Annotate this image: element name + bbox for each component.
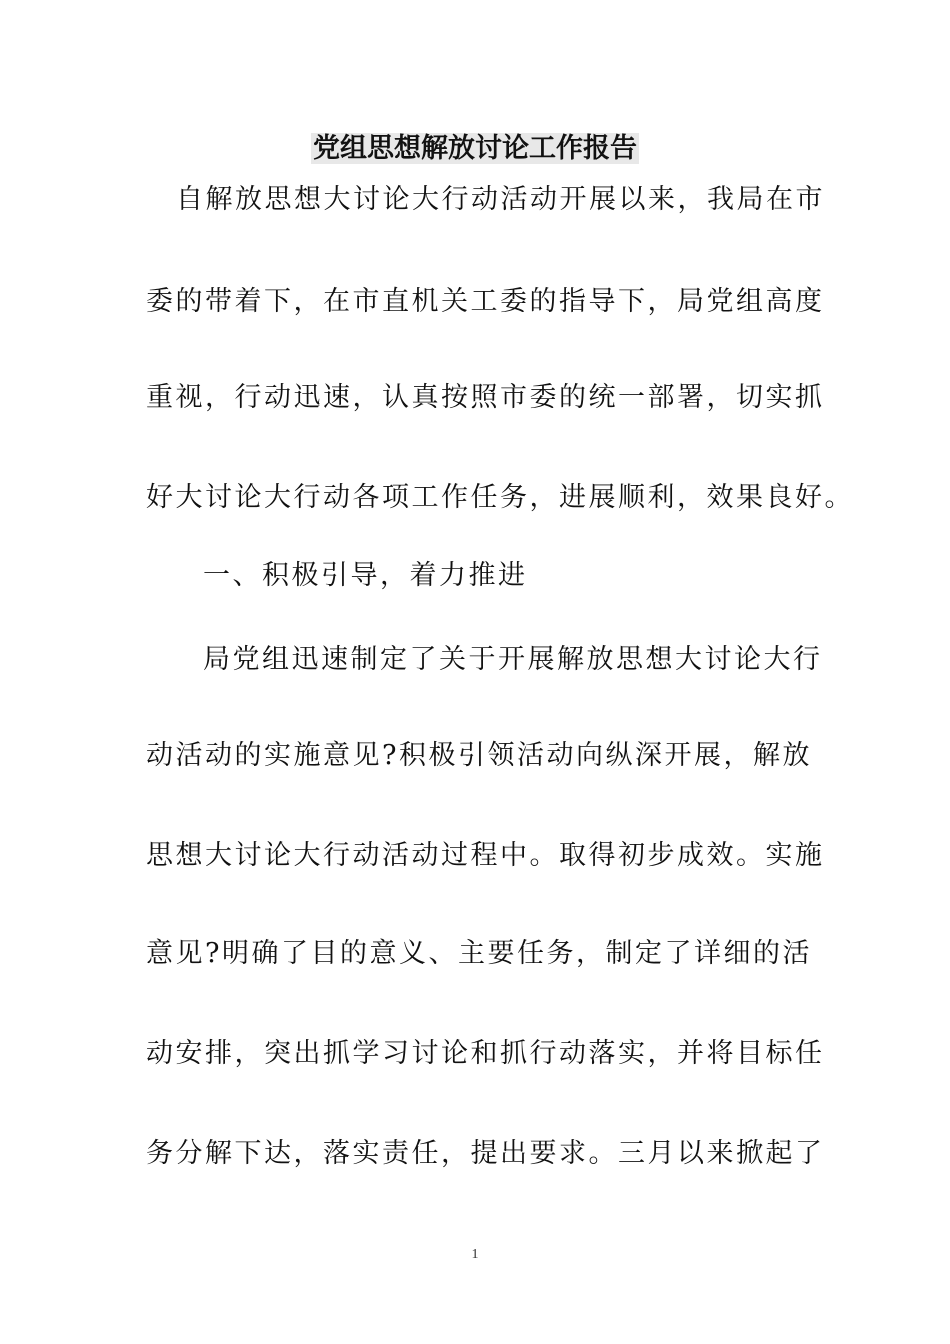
paragraph-line-2: 委的带着下，在市直机关工委的指导下，局党组高度: [146, 286, 825, 317]
paragraph-line-8: 意见?明确了目的意义、主要任务，制定了详细的活: [146, 938, 812, 969]
paragraph-line-5: 局党组迅速制定了关于开展解放思想大讨论大行: [203, 644, 823, 675]
document-title: [0, 131, 950, 167]
paragraph-line-10: 务分解下达，落实责任，提出要求。三月以来掀起了: [146, 1138, 825, 1169]
paragraph-line-1: 自解放思想大讨论大行动活动开展以来，我局在市: [176, 184, 825, 215]
paragraph-line-6: 动活动的实施意见?积极引领活动向纵深开展，解放: [146, 740, 812, 771]
document-title-text: 党组思想解放讨论工作报告: [313, 133, 637, 164]
paragraph-line-4: 好大讨论大行动各项工作任务，进展顺利，效果良好。: [146, 482, 854, 513]
paragraph-line-9: 动安排，突出抓学习讨论和抓行动落实，并将目标任: [146, 1038, 825, 1069]
paragraph-line-3: 重视，行动迅速，认真按照市委的统一部署，切实抓: [146, 382, 825, 413]
section-heading-1: 一、积极引导，着力推进: [203, 560, 528, 591]
page-number: 1: [471, 1247, 479, 1262]
paragraph-line-7: 思想大讨论大行动活动过程中。取得初步成效。实施: [146, 840, 825, 871]
